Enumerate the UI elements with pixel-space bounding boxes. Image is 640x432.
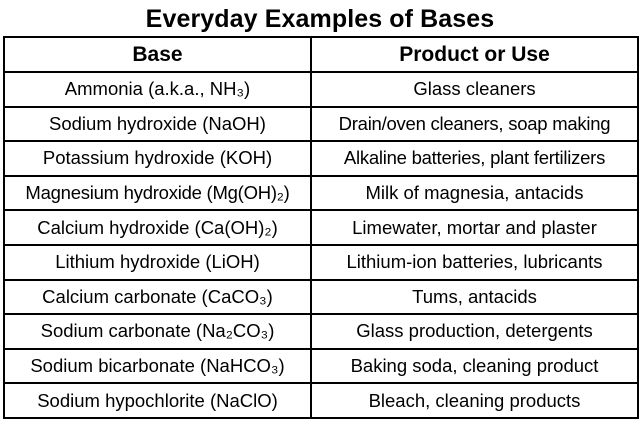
- base-cell: Magnesium hydroxide (Mg(OH)₂): [4, 176, 311, 211]
- table-row: [4, 314, 638, 349]
- use-cell: Lithium-ion batteries, lubricants: [311, 245, 638, 280]
- use-cell: Glass production, detergents: [311, 314, 638, 349]
- use-cell: Baking soda, cleaning product: [311, 349, 638, 384]
- column-header-use: Product or Use: [311, 37, 638, 72]
- use-cell: Glass cleaners: [311, 72, 638, 107]
- table-row: [4, 383, 638, 418]
- use-cell: Alkaline batteries, plant fertilizers: [311, 141, 638, 176]
- base-cell: Sodium bicarbonate (NaHCO₃): [4, 349, 311, 384]
- base-cell: Lithium hydroxide (LiOH): [4, 245, 311, 280]
- table-row: [4, 176, 638, 211]
- table-row: [4, 141, 638, 176]
- base-cell: Calcium hydroxide (Ca(OH)₂): [4, 210, 311, 245]
- table-row: [4, 280, 638, 315]
- base-cell: Potassium hydroxide (KOH): [4, 141, 311, 176]
- base-cell: Calcium carbonate (CaCO₃): [4, 280, 311, 315]
- base-cell: Ammonia (a.k.a., NH₃): [4, 72, 311, 107]
- use-cell: Tums, antacids: [311, 280, 638, 315]
- base-cell: Sodium hypochlorite (NaClO): [4, 383, 311, 418]
- bases-table: [3, 36, 639, 419]
- use-cell: Bleach, cleaning products: [311, 383, 638, 418]
- base-cell: Sodium hydroxide (NaOH): [4, 107, 311, 142]
- base-cell: Sodium carbonate (Na₂CO₃): [4, 314, 311, 349]
- page-title: Everyday Examples of Bases: [145, 5, 495, 33]
- table-row: [4, 210, 638, 245]
- use-cell: Milk of magnesia, antacids: [311, 176, 638, 211]
- use-cell: Drain/oven cleaners, soap making: [311, 107, 638, 142]
- column-header-base: Base: [4, 37, 311, 72]
- table-row: [4, 349, 638, 384]
- table-row: [4, 107, 638, 142]
- table-row: [4, 72, 638, 107]
- use-cell: Limewater, mortar and plaster: [311, 210, 638, 245]
- table-row: [4, 245, 638, 280]
- table-header-row: [4, 37, 638, 72]
